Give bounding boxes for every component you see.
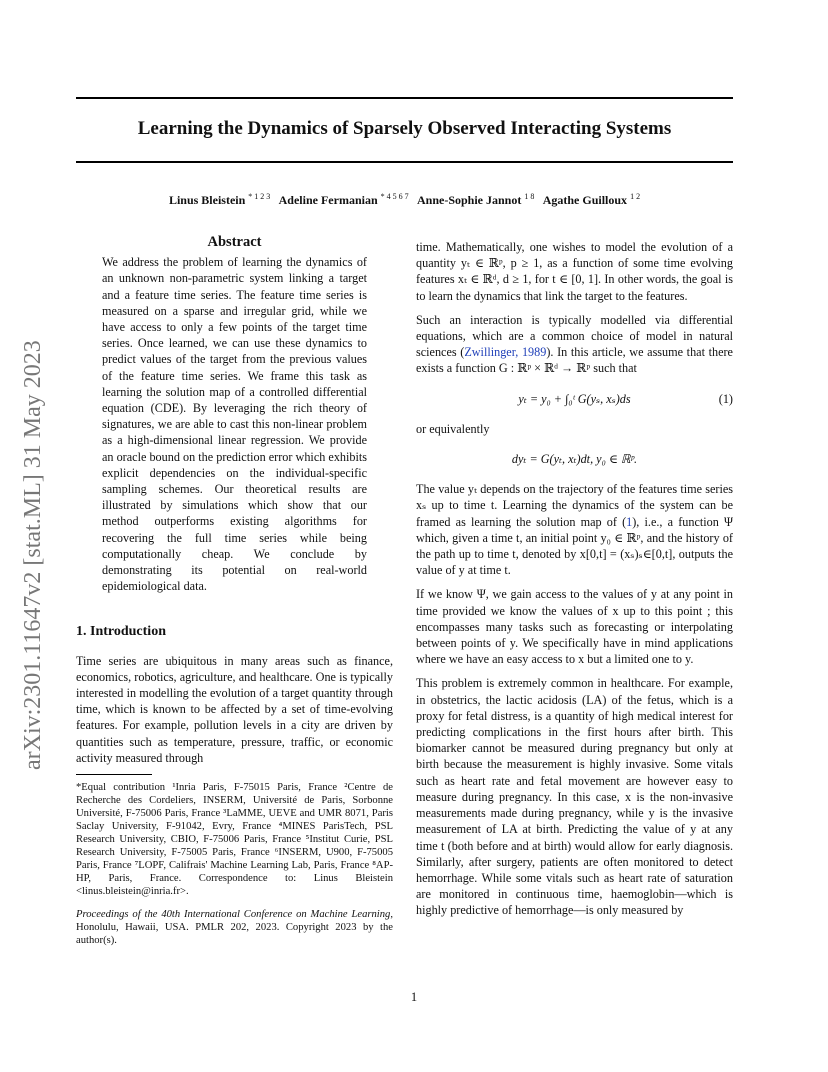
equation-ref-link[interactable]: 1 — [626, 514, 633, 529]
body-paragraph — [416, 481, 733, 578]
left-column — [76, 234, 393, 947]
equation-1 — [416, 391, 733, 407]
author-name: Linus Bleistein — [168, 193, 246, 207]
author-affiliation: * 4 5 6 7 — [380, 192, 409, 201]
right-column — [416, 239, 733, 927]
body-paragraph — [416, 312, 733, 377]
text-run: ), i.e., a function Ψ which, given a time t, an initial point y₀ ∈ ℝᵖ, and the history of the path up to time t, denoted by x[0,t] = (xₛ)ₛ∈[0,t], outputs the value of y at time t. — [416, 514, 733, 578]
footnote-rule — [76, 774, 152, 775]
body-paragraph: This problem is extremely common in healthcare. For example, in obstetrics, the lactic acidosis (LA) of the fetus, which is a proxy for fetal distress, is a quantity of high medical interest for predicting complications in the first hours after birth. This biomarker cannot be measured during pregnancy but only at birth because the measurement is highly invasive. Some vitals such as heart rate and fetal movement are however easy to measure during pregnancy. In this case, x is the non-invasive measurements made during pregnancy, while y is the invasive measurement of LA at birth. Predicting the value of y at any time t (both before and at birth) would allow for early diagnosis. Similarly, after surgery, patients are often monitored to detect hemorrhage. While some vitals such as heart rate of saturation are monitored in continuous time, haemoglobin—which is highly predictive of hemorrhage—is only measured by — [416, 676, 733, 918]
abstract-heading: Abstract — [207, 234, 262, 250]
proceedings-details: , Honolulu, Hawaii, USA. PMLR 202, 2023. Copyright 2023 by the author(s). — [76, 909, 393, 947]
author-affiliation: 1 2 — [630, 192, 641, 201]
proceedings-venue: Proceedings of the 40th International Conference on Machine Learning — [76, 909, 391, 921]
author-affiliation: 1 8 — [524, 192, 535, 201]
text-run: The value yₜ depends on the trajectory of the features time series xₛ up to time t. Learning the dynamics of the system can be framed as learning the solution map of ( — [416, 482, 733, 529]
paper-title: Learning the Dynamics of Sparsely Observed Interacting Systems — [137, 118, 672, 139]
citation-link[interactable]: Zwillinger, 1989 — [464, 345, 547, 360]
author-affiliation: * 1 2 3 — [248, 192, 271, 201]
equation-2: dyₜ = G(yₜ, xₜ)dt, y₀ ∈ ℝᵖ. — [511, 452, 638, 467]
author-name: Adeline Fermanian — [278, 193, 378, 207]
abstract-text: We address the problem of learning the dynamics of an unknown non-parametric system linking a target and a feature time series. The feature time series is measured on a sparse and irregular grid, while we have access to only a few points of the target time series. Once learned, we can use these dynamics to predict values of the target from the previous values of the feature time series. We frame this task as learning the solution map of a controlled differential equation (CDE). By leveraging the rich theory of signatures, we are able to cast this non-linear problem as a high-dimensional linear regression. We provide an oracle bound on the prediction error which exhibits explicit dependencies on the individual-specific sampling schemes. Our theoretical results are illustrated by simulations which show that our method outperforms existing algorithms for recovering the full time series while being computationally cheap. We conclude by demonstrating its potential on real-world epidemiological data. — [102, 255, 367, 594]
affiliations-footnote: *Equal contribution ¹Inria Paris, F-75015 Paris, France ²Centre de Recherche des Cordeliers, INSERM, Université de Paris, Sorbonne Université, F-75006 Paris, France ³LaMME, UEVE and UMR 8071, Paris Saclay University, F-91042, Evry, France ⁴MINES ParisTech, PSL Research University, CBIO, F-75006 Paris, France ⁵Institut Curie, PSL Research University, F-75005 Paris, France ⁶INSERM, U900, F-75005 Paris, France ⁷LOPF, Califrais' Machine Learning Lab, Paris, France ⁸AP-HP, Paris, France. Correspondence to: Linus Bleistein <linus.bleistein@inria.fr>. — [76, 782, 393, 898]
author-name: Agathe Guilloux — [542, 193, 628, 207]
title-rule-bottom — [76, 161, 733, 163]
body-paragraph: If we know Ψ, we gain access to the values of y at any point in time provided we know the values of x up to this point ; this encompasses many tasks such as forecasting or interpolating between points of y. We specifically have in mind applications where we have an easy access to x but a limited one to y. — [416, 587, 733, 667]
intro-paragraph: Time series are ubiquitous in many areas such as finance, economics, robotics, agriculture, and healthcare. One is typically interested in modelling the evolution of a target quantity through time, which is known to be affected by a set of time-evolving features. For example, pollution levels in a city are driven by quantities such as temperature, pressure, traffic, or economic activity measured through — [76, 653, 393, 765]
page-number: 1 — [410, 990, 418, 1004]
equation-body: yₜ = y₀ + ∫₀ᵗ G(yₛ, xₛ)ds — [518, 391, 631, 406]
text-run: Such an interaction is typically modelled via differential equations, which are a common choice of model in natural sciences ( — [416, 312, 733, 360]
arxiv-watermark: arXiv:2301.11647v2 [stat.ML] 31 May 2023 — [20, 340, 46, 770]
author-list — [76, 192, 733, 208]
author-name: Anne-Sophie Jannot — [416, 193, 522, 207]
proceedings-note — [76, 908, 393, 947]
section-heading-introduction: 1. Introduction — [76, 624, 166, 640]
body-text: or equivalently — [416, 421, 490, 436]
text-run: ). In this article, we assume that there exists a function G : ℝᵖ × ℝᵈ → ℝᵖ such that — [416, 345, 733, 376]
title-rule-top — [76, 97, 733, 99]
equation-number: (1) — [718, 391, 733, 406]
body-paragraph: time. Mathematically, one wishes to model the evolution of a quantity yₜ ∈ ℝᵖ, p ≥ 1, as a function of some time evolving features xₜ ∈ ℝᵈ, d ≥ 1, for t ∈ [0, 1]. In other words, the goal is to learn the dynamics that link the target to the features. — [416, 240, 733, 303]
